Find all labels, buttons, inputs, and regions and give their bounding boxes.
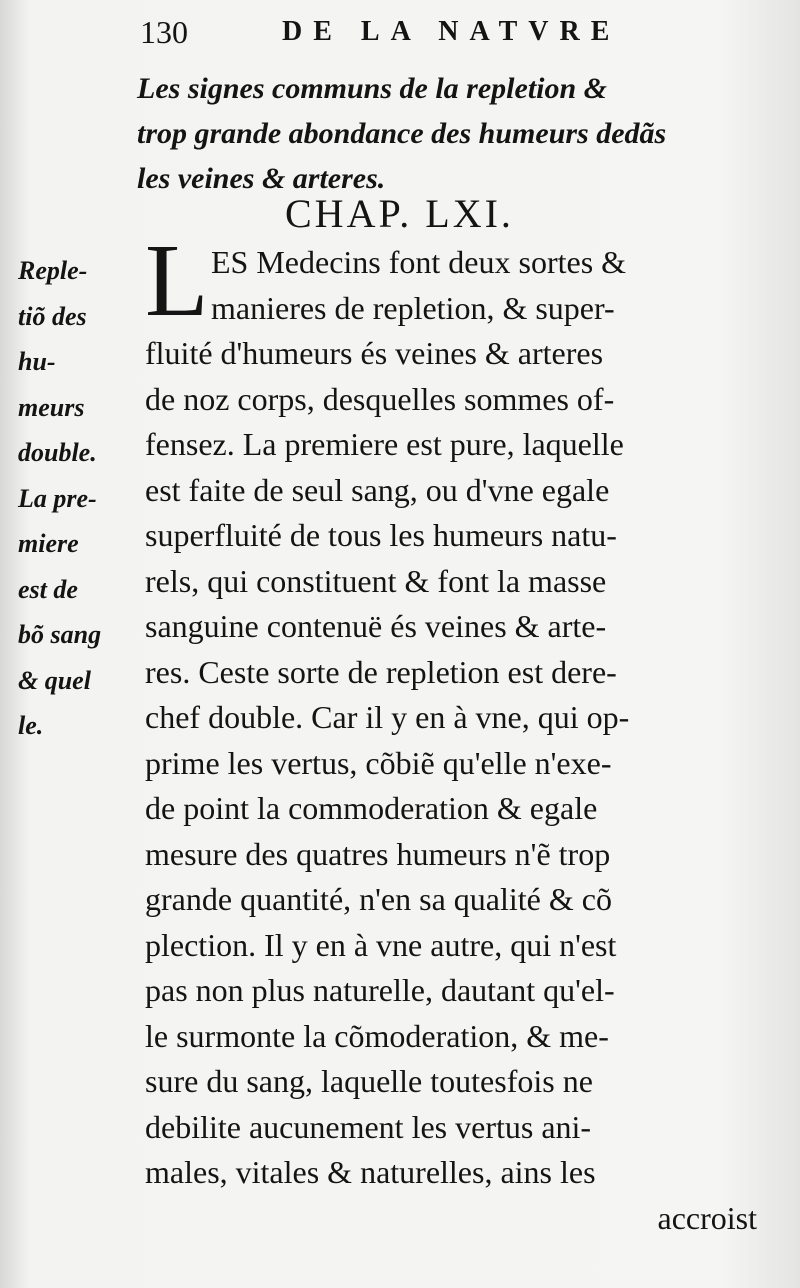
page-number: 130 <box>140 14 188 50</box>
margin-note-line: bõ sang <box>18 620 102 649</box>
margin-note-line: La pre- <box>18 483 97 513</box>
margin-note-line: Reple- <box>18 256 88 285</box>
body-line: est faite de seul sang, ou d'vne egale <box>145 471 610 508</box>
running-title: DE LA NATVRE <box>282 16 621 47</box>
catchword: accroist <box>657 1199 757 1236</box>
drop-cap: L <box>145 223 209 338</box>
chapter-number: CHAP. LXI. <box>285 191 514 236</box>
body-line: fensez. La premiere est pure, laquelle <box>145 426 624 462</box>
body-line: mesure des quatres humeurs n'ẽ trop <box>145 835 611 872</box>
body-line: res. Ceste sorte de repletion est dere- <box>145 653 617 690</box>
summary-line: Les signes communs de la repletion & <box>137 72 608 105</box>
body-line: sure du sang, laquelle toutesfois ne <box>145 1063 593 1099</box>
body-line: pas non plus naturelle, dautant qu'el- <box>145 972 615 1008</box>
margin-note-line: hu- <box>18 347 56 376</box>
body-line: manieres de repletion, & super- <box>211 289 615 326</box>
body-line: superfluité de tous les humeurs natu- <box>145 517 617 553</box>
margin-note-line: meurs <box>18 392 85 422</box>
margin-note-line: le. <box>18 711 44 740</box>
body-line: prime les vertus, cõbiẽ qu'elle n'exe- <box>145 744 612 781</box>
body-line: le surmonte la cõmoderation, & me- <box>145 1017 609 1054</box>
margin-note-line: est de <box>18 574 78 604</box>
body-line: ES Medecins font deux sortes & <box>211 244 627 280</box>
body-line: males, vitales & naturelles, ains les <box>145 1154 596 1190</box>
running-head <box>140 14 660 54</box>
body-line: fluité d'humeurs és veines & arteres <box>145 335 604 371</box>
margin-notes <box>18 248 142 749</box>
margin-note-line: double. <box>18 438 97 467</box>
summary-line: trop grande abondance des humeurs dedãs <box>137 117 667 150</box>
margin-note-line: & quel <box>18 665 91 695</box>
body-line: debilite aucunement les vertus ani- <box>145 1108 592 1145</box>
margin-note-line: tiõ des <box>18 301 87 331</box>
body-line: chef double. Car il y en à vne, qui op- <box>145 699 630 735</box>
body-line: sanguine contenuë és veines & arte- <box>145 608 607 644</box>
body-line: rels, qui constituent & font la masse <box>145 562 607 599</box>
chapter-summary <box>137 66 757 201</box>
margin-note-line: miere <box>18 529 79 558</box>
summary-line: les veines & arteres. <box>137 162 386 195</box>
body-line: de point la commoderation & egale <box>145 790 598 826</box>
body-line: plection. Il y en à vne autre, qui n'est <box>145 926 617 963</box>
chapter-body <box>145 240 757 1241</box>
body-line: grande quantité, n'en sa qualité & cõ <box>145 881 612 917</box>
body-line: de noz corps, desquelles sommes of- <box>145 380 615 417</box>
